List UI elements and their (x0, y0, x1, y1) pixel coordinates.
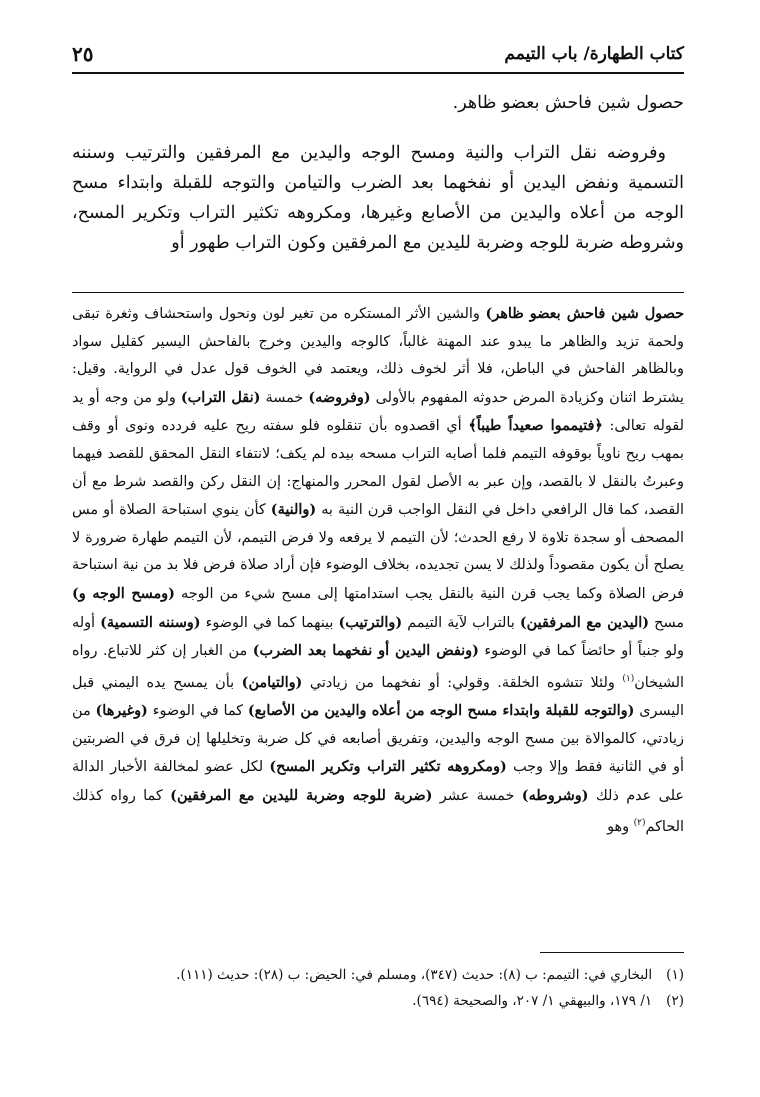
commentary-bold-term: (ومسح الوجه و) (72, 584, 175, 602)
footnote-text: البخاري في: التيمم: ب (٨): حديث (٣٤٧)، ومسلم في: الحيض: ب (٢٨): حديث (١١١). (176, 967, 653, 983)
commentary-bold-term: (والتيامن) (241, 673, 303, 691)
commentary-text-run: وهو (607, 819, 634, 836)
commentary-bold-term: (اليدين مع المرفقين) (519, 613, 650, 631)
commentary-text-run: من الغبار إن كثر للاتباع. رواه الشيخان (72, 643, 685, 691)
commentary-text-run: مسح (649, 614, 685, 631)
main-text-lead: حصول شين فاحش بعضو ظاهر. (452, 93, 684, 113)
footnote-ref-2[interactable]: (٢) (633, 818, 646, 829)
commentary-text-run: بأن يمسح يده اليمني قبل اليسرى (72, 674, 684, 720)
commentary-text-run: كما في الوضوء (147, 703, 248, 720)
main-commentary-divider (72, 292, 684, 293)
commentary-bold-term: (ومكروهه تكثير التراب وتكرير المسح) (269, 758, 507, 776)
commentary-text-run: أي اقصدوه بأن تنقلوه فلو سفته ريح عليه فردده ونوى أو وقف بمهب ريح ناوياً بوقوفه التيمم فلما أصابه التراب مسحه بيده لم يكف؛ لانتفاء النقل المحقق للقصد فيهما وعبرتُ بالنقل لا بالقصد، وإن عبر به الأصل لقول المحرر والمنهاج: إن النقل ركن والقصد شرط مع أن القصد، كما قال الرافعي داخل في النقل الواجب قرن النية به (72, 418, 685, 519)
commentary-text-run: كما رواه كذلك الحاكم (72, 787, 684, 836)
footnote-text: ١/ ١٧٩، والبيهقي ١/ ٢٠٧، والصحيحة (٦٩٤). (412, 993, 653, 1009)
page-header (72, 38, 684, 74)
commentary-text-run: بالتراب لآية التيمم (402, 614, 520, 631)
footnote-number: (١) (666, 967, 684, 983)
commentary-bold-term: (ضربة للوجه وضربة لليدين مع المرفقين) (170, 786, 433, 804)
footnote-2 (72, 988, 684, 1014)
footnote-number: (٢) (666, 993, 684, 1009)
commentary-bold-term: (وغيرها) (95, 702, 148, 720)
commentary-bold-term: (وفروضه) (308, 388, 371, 406)
commentary-text (72, 300, 684, 842)
footnote-rule (540, 952, 684, 953)
commentary-bold-term: (وسننه التسمية) (100, 613, 201, 631)
commentary-text-run: أوله ولو جنباً أو حائضاً كما في الوضوء (72, 614, 684, 660)
page-number: ٢٥ (72, 42, 94, 66)
commentary-bold-term: (والترتيب) (338, 613, 403, 631)
commentary-text-run: لكل عضو لمخالفة الأخبار الدالة على عدم ذلك (72, 759, 685, 804)
main-text (72, 88, 684, 258)
footnote-ref-1[interactable]: (١) (622, 673, 635, 684)
commentary-text-run: خمسة عشر (432, 787, 522, 804)
main-text-body: وفروضه نقل التراب والنية ومسح الوجه واليدين مع المرفقين والترتيب وسننه التسمية ونفض اليدين أو نفخهما بعد الضرب والتيامن والتوجه للقبلة وابتداء مسح الوجه من أعلاه واليدين من الأصابع وغيرها، ومكروهه تكثير التراب وتكرير المسح، وشروطه ضربة للوجه وضربة لليدين مع المرفقين وكون التراب طهور أو (72, 143, 684, 253)
commentary-text-run: خمسة (260, 389, 309, 406)
commentary-bold-term: (وشروطه) (521, 786, 589, 804)
quran-quote: ﴿فتيمموا صعيداً طيباً﴾ (468, 417, 603, 435)
commentary-text-run: من زيادتي، كالموالاة بين مسح الوجه واليدين، وتفريق أصابعه في كل ضربة وتخليلها إن فرق في الضربتين أو في الثانية فقط وإلا وجب (72, 703, 684, 776)
commentary-text-run: ولئلا تتشوه الخلقة. وقولي: أو نفخهما من زيادتي (302, 674, 623, 691)
commentary-bold-term: (ونفض اليدين أو نفخهما بعد الضرب) (252, 642, 479, 660)
commentary-text-run: ولو من وجه أو يد لقوله تعالى: (72, 389, 684, 435)
commentary-bold-term: (نقل التراب) (180, 388, 261, 406)
commentary-bold-term: حصول شين فاحش بعضو ظاهر) (485, 305, 684, 322)
commentary-bold-term: (والنية) (270, 501, 317, 519)
footnote-1 (72, 962, 684, 988)
footnotes (72, 962, 684, 1014)
commentary-paragraph (72, 300, 684, 842)
commentary-text-run: والشين الأثر المستكره من تغير لون ونحول واستحشاف وثغرة تبقى ولحمة تزيد والظاهر ما يبدو عند المهنة غالباً، كالوجه واليدين وخرج بالفاحش اليسير كقليل سواد وبالظاهر الفاحش في الباطن، فلا أثر لخوف ذلك، ويعتمد في الخوف قول عدل في الرواية. وقيل: يشترط اثنان وكزيادة المرض حدوثه المفهوم بالأولى (72, 306, 684, 406)
commentary-text-run: بينهما كما في الوضوء (200, 614, 339, 631)
commentary-text-run: كأن ينوي استباحة الصلاة أو مس المصحف أو سجدة تلاوة لا رفع الحدث؛ لأن التيمم لا يرفعه ولا فرض التيمم، لأن التيمم طهارة ضرورة لا يصلح أن يكون مقصوداً ولذلك لا يسن تجديده، بخلاف الوضوء فإن أراد صلاة فرض فلا بد من نية استباحة فرض الصلاة وكما يجب قرن النية بالنقل يجب استدامتها إلى مسح شيء من الوجه (72, 502, 684, 602)
running-title: كتاب الطهارة/ باب التيمم (504, 44, 684, 64)
commentary-bold-term: (والتوجه للقبلة وابتداء مسح الوجه من أعلاه واليدين من الأصابع) (247, 702, 635, 720)
